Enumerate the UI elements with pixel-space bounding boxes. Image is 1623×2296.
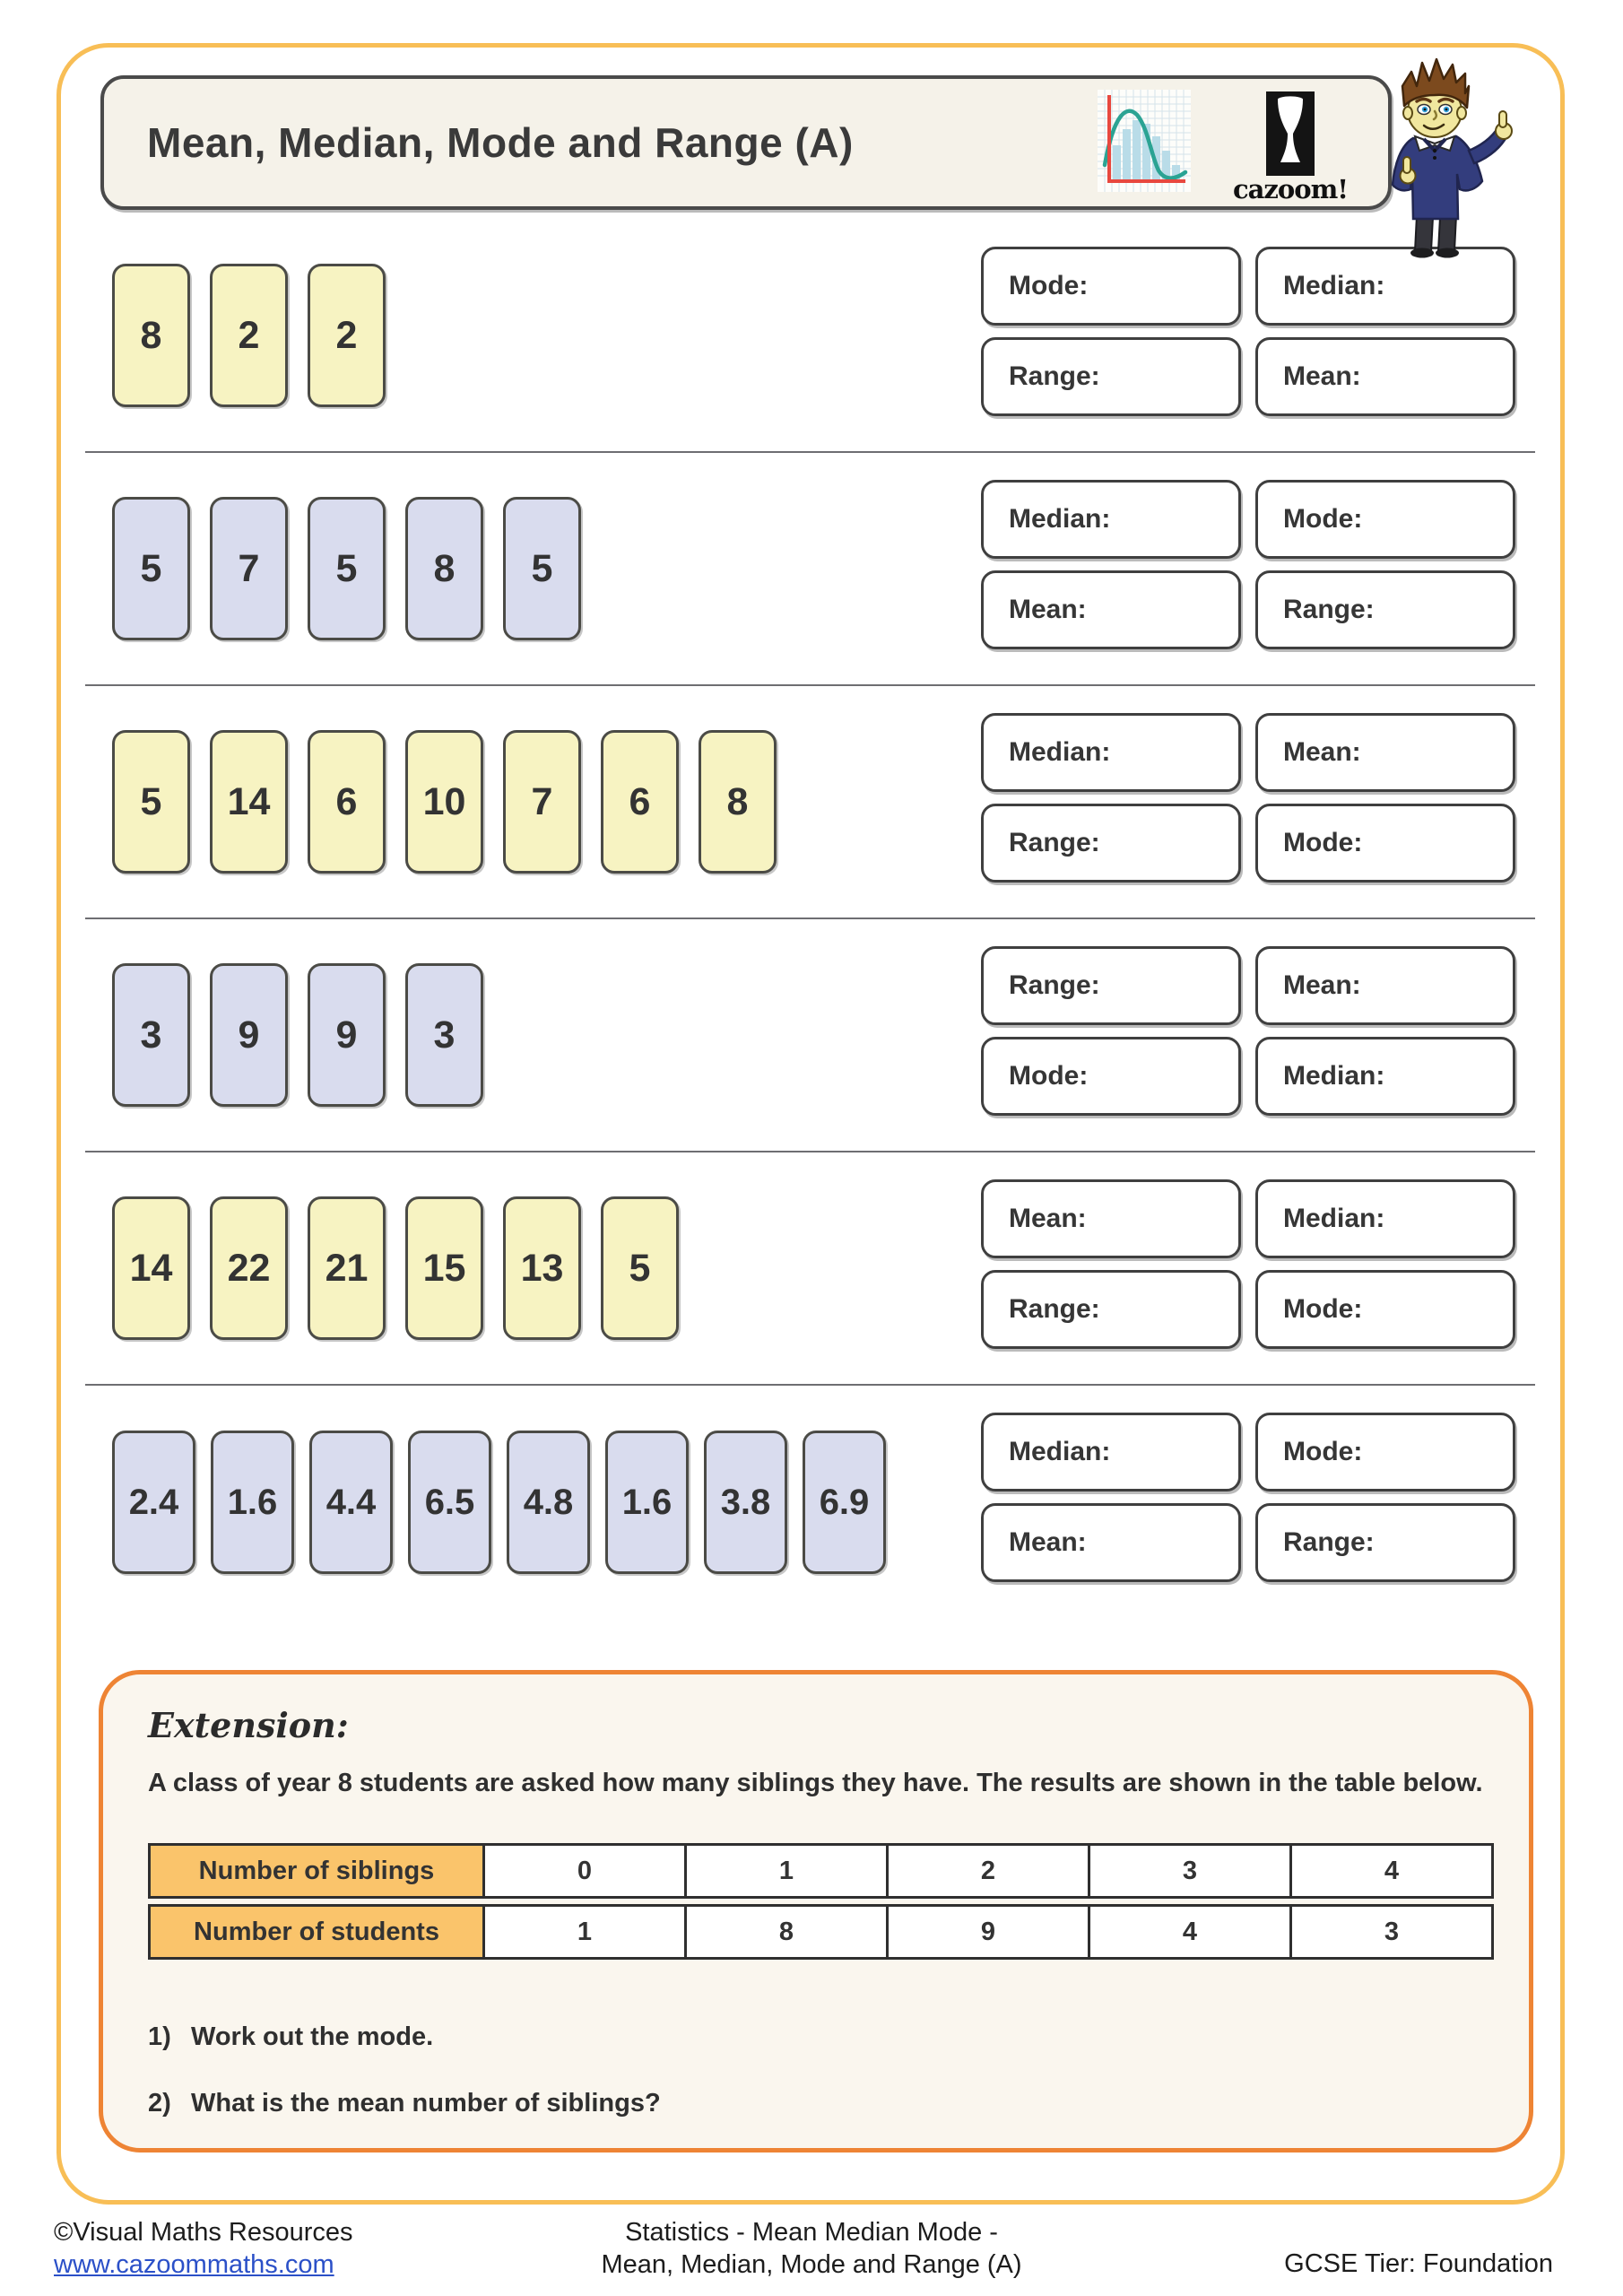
- question-row-1: [85, 220, 1535, 453]
- answer-box-median[interactable]: [981, 1413, 1241, 1492]
- extension-table-row-1: [148, 1843, 1494, 1899]
- number-card-group: [112, 497, 581, 640]
- answer-label: Mean:: [1009, 595, 1087, 624]
- number-card: 1.6: [605, 1431, 689, 1574]
- table-value-cell: 4: [1088, 1904, 1292, 1960]
- number-card: 5: [112, 497, 190, 640]
- extension-question-2: [148, 2089, 661, 2118]
- question-row-5: [85, 1152, 1535, 1386]
- question-number: 2): [148, 2089, 171, 2118]
- table-value-cell: 3: [1088, 1843, 1292, 1899]
- answer-label: Mode:: [1283, 1294, 1363, 1324]
- table-header-cell: Number of siblings: [148, 1843, 485, 1899]
- answer-box-mode[interactable]: [1255, 804, 1515, 883]
- footer-center: [601, 2217, 1021, 2282]
- footer-topic-line2: Mean, Median, Mode and Range (A): [601, 2249, 1022, 2279]
- number-card: 3: [405, 963, 483, 1107]
- student-mascot-illustration: [1381, 56, 1535, 260]
- answer-box-mean[interactable]: [1255, 337, 1515, 416]
- answer-box-median[interactable]: [1255, 1037, 1515, 1116]
- number-card: 8: [112, 264, 190, 407]
- number-card: 6.9: [803, 1431, 886, 1574]
- answer-box-range[interactable]: [981, 1270, 1241, 1349]
- extension-table: [148, 1843, 1494, 1965]
- question-rows: [85, 220, 1535, 1619]
- answer-grid: [981, 713, 1515, 883]
- answer-label: Range:: [1009, 970, 1100, 1000]
- table-value-cell: 1: [684, 1843, 889, 1899]
- number-card: 7: [210, 497, 288, 640]
- answer-box-mode[interactable]: [1255, 1413, 1515, 1492]
- answer-label: Median:: [1009, 1437, 1111, 1466]
- number-card: 4.8: [507, 1431, 590, 1574]
- cazoom-logo: [1232, 91, 1349, 204]
- table-value-cell: 0: [482, 1843, 687, 1899]
- extension-intro-text: A class of year 8 students are asked how many siblings they have. The results are shown in the table below.: [148, 1769, 1483, 1797]
- number-card: 4.4: [309, 1431, 393, 1574]
- answer-label: Range:: [1009, 1294, 1100, 1324]
- question-text: What is the mean number of siblings?: [191, 2089, 661, 2118]
- answer-box-mode[interactable]: [981, 247, 1241, 326]
- number-card: 6: [308, 730, 386, 874]
- answer-label: Median:: [1009, 504, 1111, 534]
- number-card: 7: [503, 730, 581, 874]
- answer-label: Mode:: [1283, 1437, 1363, 1466]
- question-row-4: [85, 919, 1535, 1152]
- page-title: Mean, Median, Mode and Range (A): [147, 119, 854, 166]
- number-card: 5: [308, 497, 386, 640]
- number-card: 8: [405, 497, 483, 640]
- question-row-2: [85, 453, 1535, 686]
- answer-box-mode[interactable]: [981, 1037, 1241, 1116]
- number-card-group: [112, 963, 483, 1107]
- number-card: 1.6: [211, 1431, 294, 1574]
- answer-box-range[interactable]: [1255, 1503, 1515, 1582]
- answer-label: Median:: [1283, 1061, 1385, 1091]
- number-card: 3.8: [704, 1431, 787, 1574]
- question-text: Work out the mode.: [191, 2022, 434, 2051]
- number-card: 5: [601, 1196, 679, 1340]
- website-link[interactable]: www.cazoommaths.com: [54, 2249, 334, 2279]
- answer-label: Range:: [1283, 595, 1375, 624]
- copyright-text: ©Visual Maths Resources: [54, 2218, 353, 2247]
- answer-label: Mean:: [1283, 737, 1361, 767]
- answer-grid: [981, 480, 1515, 649]
- answer-box-mean[interactable]: [981, 1179, 1241, 1258]
- answer-box-mean[interactable]: [1255, 713, 1515, 792]
- answer-grid: [981, 1413, 1515, 1582]
- answer-box-mode[interactable]: [1255, 1270, 1515, 1349]
- number-card: 5: [503, 497, 581, 640]
- number-card: 13: [503, 1196, 581, 1340]
- table-value-cell: 1: [482, 1904, 687, 1960]
- question-number: 1): [148, 2022, 171, 2051]
- answer-grid: [981, 1179, 1515, 1349]
- cazoom-logo-text: cazoom!: [1232, 174, 1349, 204]
- number-card: 6: [601, 730, 679, 874]
- answer-box-range[interactable]: [981, 804, 1241, 883]
- cazoom-goblet-icon: [1266, 91, 1315, 176]
- number-card: 5: [112, 730, 190, 874]
- number-card: 22: [210, 1196, 288, 1340]
- answer-label: Range:: [1283, 1527, 1375, 1557]
- answer-label: Mode:: [1009, 271, 1089, 300]
- answer-grid: [981, 247, 1515, 416]
- question-row-3: [85, 686, 1535, 919]
- table-value-cell: 9: [886, 1904, 1090, 1960]
- extension-question-1: [148, 2022, 433, 2052]
- number-card: 10: [405, 730, 483, 874]
- number-card: 3: [112, 963, 190, 1107]
- footer-topic-line1: Statistics - Mean Median Mode -: [625, 2218, 998, 2247]
- answer-box-range[interactable]: [981, 337, 1241, 416]
- number-card: 2: [210, 264, 288, 407]
- answer-label: Median:: [1283, 271, 1385, 300]
- footer-left: [54, 2217, 353, 2282]
- answer-box-mean[interactable]: [1255, 946, 1515, 1025]
- question-row-6: [85, 1386, 1535, 1619]
- answer-box-mean[interactable]: [981, 1503, 1241, 1582]
- answer-box-median[interactable]: [981, 713, 1241, 792]
- number-card: 15: [405, 1196, 483, 1340]
- answer-box-range[interactable]: [981, 946, 1241, 1025]
- answer-label: Mean:: [1283, 970, 1361, 1000]
- number-card: 14: [112, 1196, 190, 1340]
- extension-box: [99, 1670, 1533, 2152]
- number-card: 14: [210, 730, 288, 874]
- table-header-cell: Number of students: [148, 1904, 485, 1960]
- footer-tier: GCSE Tier: Foundation: [1284, 2249, 1553, 2278]
- answer-label: Mode:: [1009, 1061, 1089, 1091]
- answer-label: Range:: [1009, 828, 1100, 857]
- answer-label: Mean:: [1009, 1527, 1087, 1557]
- answer-label: Mode:: [1283, 828, 1363, 857]
- answer-label: Range:: [1009, 361, 1100, 391]
- table-value-cell: 4: [1289, 1843, 1494, 1899]
- answer-box-mode[interactable]: [1255, 480, 1515, 559]
- answer-box-mean[interactable]: [981, 570, 1241, 649]
- number-card-group: [112, 1196, 679, 1340]
- table-value-cell: 8: [684, 1904, 889, 1960]
- answer-grid: [981, 946, 1515, 1116]
- answer-label: Mode:: [1283, 504, 1363, 534]
- number-card: 9: [210, 963, 288, 1107]
- extension-heading: Extension:: [148, 1705, 349, 1745]
- number-card: 9: [308, 963, 386, 1107]
- number-card-group: [112, 264, 386, 407]
- answer-label: Mean:: [1283, 361, 1361, 391]
- number-card: 2.4: [112, 1431, 195, 1574]
- histogram-bell-curve-icon: [1098, 90, 1191, 192]
- table-value-cell: 3: [1289, 1904, 1494, 1960]
- number-card-group: [112, 1431, 886, 1574]
- number-card-group: [112, 730, 777, 874]
- table-value-cell: 2: [886, 1843, 1090, 1899]
- number-card: 21: [308, 1196, 386, 1340]
- answer-label: Mean:: [1009, 1204, 1087, 1233]
- answer-label: Median:: [1283, 1204, 1385, 1233]
- answer-box-median[interactable]: [981, 480, 1241, 559]
- answer-label: Median:: [1009, 737, 1111, 767]
- number-card: 2: [308, 264, 386, 407]
- answer-box-median[interactable]: [1255, 1179, 1515, 1258]
- number-card: 6.5: [408, 1431, 491, 1574]
- extension-table-row-2: [148, 1904, 1494, 1960]
- answer-box-range[interactable]: [1255, 570, 1515, 649]
- title-box: [100, 75, 1392, 210]
- number-card: 8: [699, 730, 777, 874]
